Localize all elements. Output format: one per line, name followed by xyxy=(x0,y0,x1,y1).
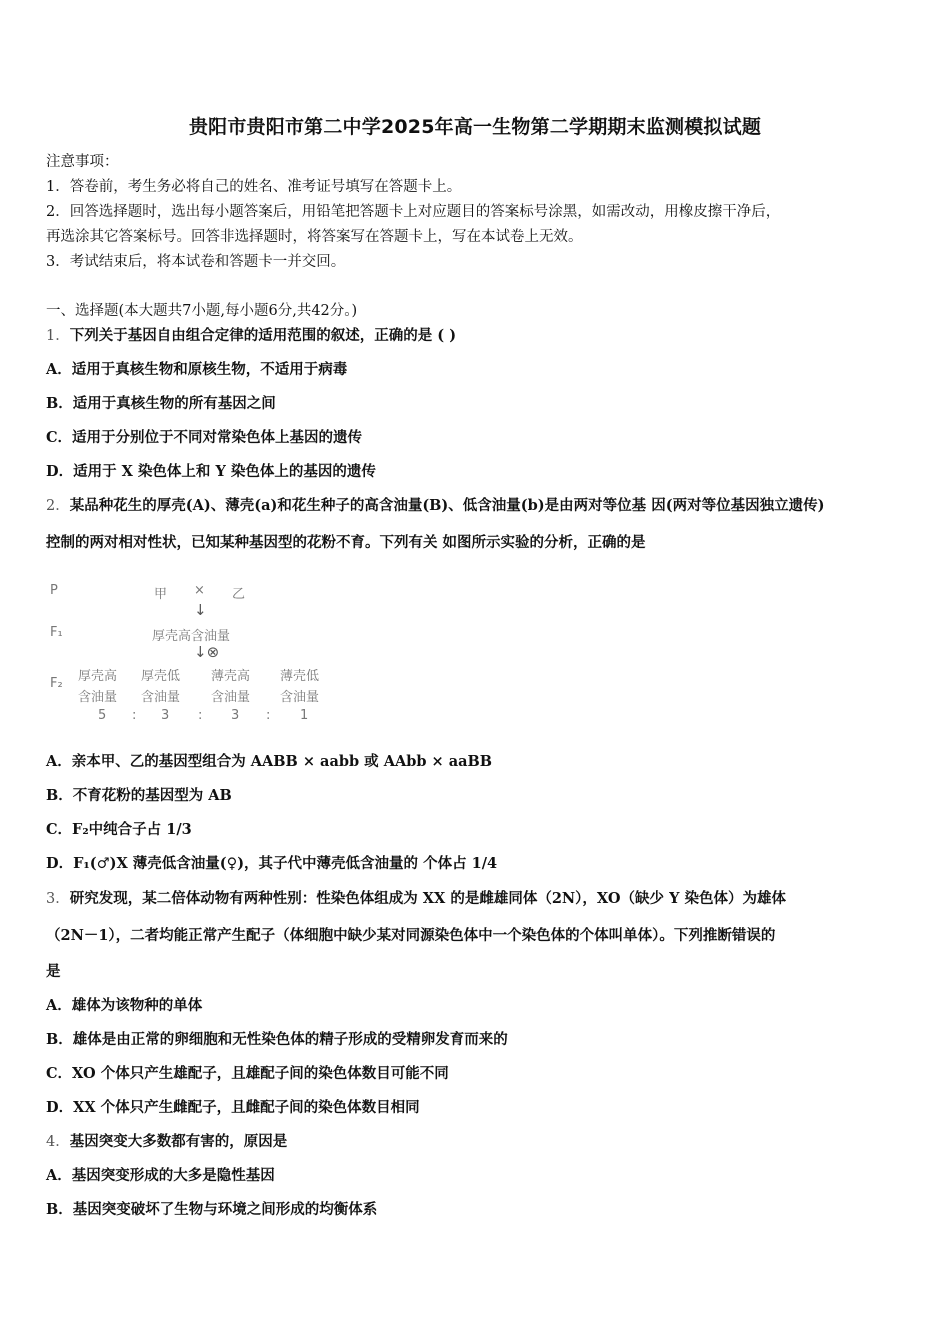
notice-item-3: 3．考试结束后，将本试卷和答题卡一并交回。 xyxy=(46,254,346,270)
q4-option-a: A．基因突变形成的大多是隐性基因 xyxy=(46,1167,275,1184)
q3-option-c: C．XO 个体只产生雄配子，且雄配子间的染色体数目可能不同 xyxy=(46,1065,449,1082)
f2-pheno-3-top: 薄壳高 xyxy=(211,669,251,684)
q4-option-b: B．基因突变破坏了生物与环境之间形成的均衡体系 xyxy=(46,1201,378,1218)
f2-pheno-2-bottom: 含油量 xyxy=(141,690,181,705)
parent-b: 乙 xyxy=(232,587,246,602)
row-label-p: P xyxy=(50,583,58,598)
ratio-value: 3 xyxy=(231,708,240,723)
f2-pheno-4-bottom: 含油量 xyxy=(280,690,320,705)
notice-item-1: 1．答卷前，考生务必将自己的姓名、准考证号填写在答题卡上。 xyxy=(46,179,462,195)
ratio-value: 1 xyxy=(300,708,309,723)
q3-option-a: A．雄体为该物种的单体 xyxy=(46,997,203,1014)
notice-heading: 注意事项： xyxy=(46,154,119,170)
q2-option-a: A．亲本甲、乙的基因型组合为 AABB × aabb 或 AAbb × aaBB xyxy=(46,753,493,770)
f2-pheno-1-top: 厚壳高 xyxy=(78,669,118,684)
question-number: 4． xyxy=(46,1134,70,1150)
row-label-f1: F₁ xyxy=(50,625,63,640)
down-arrow-icon: ↓ xyxy=(194,601,207,619)
q2-option-c: C．F₂中纯合子占 1/3 xyxy=(46,821,192,838)
q2-option-d: D．F₁(♂)X 薄壳低含油量(♀)，其子代中薄壳低含油量的 个体占 1/4 xyxy=(46,855,498,872)
parent-a: 甲 xyxy=(154,587,168,602)
notice-item-2: 2．回答选择题时，选出每小题答案后，用铅笔把答题卡上对应题目的答案标号涂黑，如需改动，用橡皮擦干净后， xyxy=(46,204,781,220)
q1-option-c: C．适用于分别位于不同对常染色体上基因的遗传 xyxy=(46,429,363,446)
f2-pheno-4-top: 薄壳低 xyxy=(280,669,320,684)
ratio-value: 5 xyxy=(98,708,107,723)
question-3-stem: 3．研究发现，某二倍体动物有两种性别：性染色体组成为 XX 的是雌雄同体（2N），XO（缺少 Y 染色体）为雄体 xyxy=(46,890,786,907)
q3-option-d: D．XX 个体只产生雌配子，且雌配子间的染色体数目相同 xyxy=(46,1099,420,1116)
question-number: 2． xyxy=(46,498,70,514)
f1-phenotype: 厚壳高含油量 xyxy=(152,629,231,644)
q1-option-d: D．适用于 X 染色体上和 Y 染色体上的基因的遗传 xyxy=(46,463,376,480)
page-title: 贵阳市贵阳市第二中学2025年高一生物第二学期期末监测模拟试题 xyxy=(188,116,762,138)
question-3-stem-cont: （2N－1），二者均能正常产生配子（体细胞中缺少某对同源染色体中一个染色体的个体叫单体）。下列推断错误的 xyxy=(46,927,776,944)
ratio-sep: : xyxy=(266,708,271,723)
q1-option-b: B．适用于真核生物的所有基因之间 xyxy=(46,395,276,412)
question-number: 3． xyxy=(46,891,70,907)
f2-pheno-2-top: 厚壳低 xyxy=(141,669,181,684)
q1-option-a: A．适用于真核生物和原核生物，不适用于病毒 xyxy=(46,361,348,378)
section-heading: 一、选择题(本大题共7小题,每小题6分,共42分。) xyxy=(46,303,358,319)
q3-option-b: B．雄体是由正常的卵细胞和无性染色体的精子形成的受精卵发育而来的 xyxy=(46,1031,508,1048)
question-1-stem: 1．下列关于基因自由组合定律的适用范围的叙述，正确的是 ( ) xyxy=(46,327,457,344)
ratio-value: 3 xyxy=(161,708,170,723)
question-4-stem: 4．基因突变大多数都有害的，原因是 xyxy=(46,1133,288,1150)
f2-pheno-3-bottom: 含油量 xyxy=(211,690,251,705)
q2-option-b: B．不育花粉的基因型为 AB xyxy=(46,787,232,804)
cross-symbol: × xyxy=(194,583,205,598)
question-2-stem-cont: 控制的两对相对性状，已知某种基因型的花粉不育。下列有关 如图所示实验的分析，正确的是 xyxy=(46,534,646,551)
row-label-f2: F₂ xyxy=(50,676,63,691)
f2-pheno-1-bottom: 含油量 xyxy=(78,690,118,705)
notice-item-2-cont: 再选涂其它答案标号。回答非选择题时，将答案写在答题卡上，写在本试卷上无效。 xyxy=(46,229,583,245)
question-3-stem-end: 是 xyxy=(46,963,61,980)
cross-diagram xyxy=(48,580,348,730)
question-2-stem: 2．某品种花生的厚壳(A)、薄壳(a)和花生种子的高含油量(B)、低含油量(b)是由两对等位基 因(两对等位基因独立遗传) xyxy=(46,497,825,514)
ratio-sep: : xyxy=(132,708,137,723)
question-number: 1． xyxy=(46,328,70,344)
self-cross-icon: ↓⊗ xyxy=(194,643,220,661)
ratio-sep: : xyxy=(198,708,203,723)
